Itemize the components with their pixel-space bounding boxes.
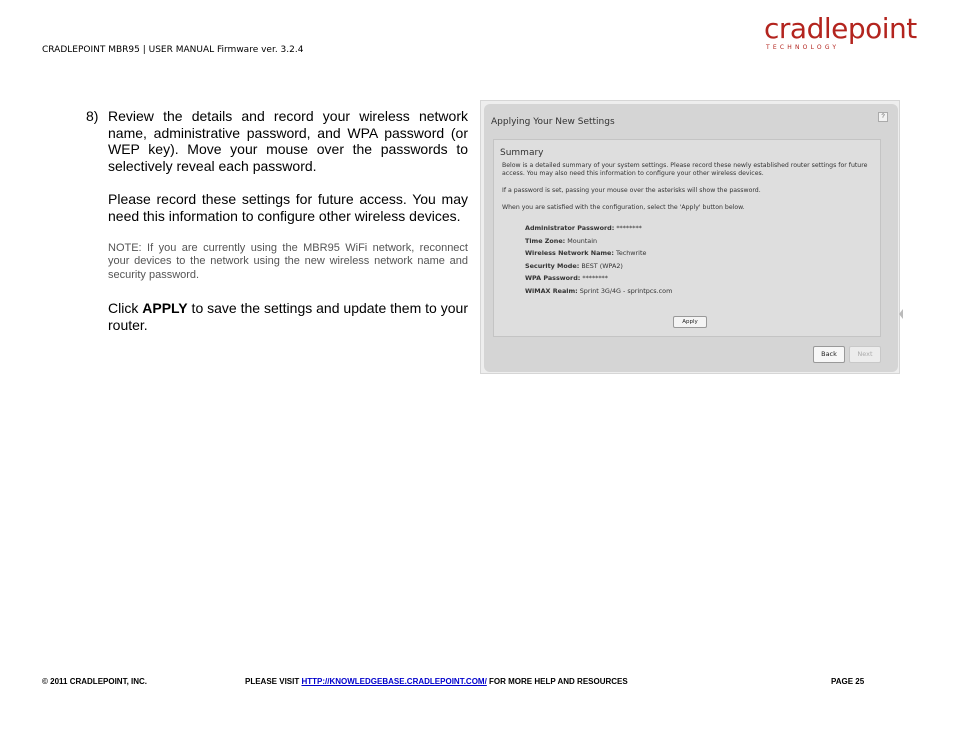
apply-emphasis: APPLY (142, 300, 188, 317)
settings-field-list (525, 222, 672, 298)
step-paragraph-click-apply (108, 300, 468, 333)
footer-visit: PLEASE VISIT HTTP://KNOWLEDGEBASE.CRADLEPOINT.COM/ FOR MORE HELP AND RESOURCES (245, 677, 628, 686)
panel-title: Applying Your New Settings (491, 117, 615, 127)
field-time-zone: Time Zone: Mountain (525, 236, 598, 245)
field-security-mode: Security Mode: BEST (WPA2) (525, 261, 623, 270)
logo-wordmark: cradlepoint (764, 12, 917, 45)
step-body (108, 108, 468, 334)
summary-box (493, 139, 881, 337)
manual-header-title: CRADLEPOINT MBR95 | USER MANUAL Firmware ver. 3.2.4 (42, 45, 304, 55)
click-suffix: to save the settings and update them to your router. (108, 300, 468, 333)
field-wireless-network-name: Wireless Network Name: Techwrite (525, 249, 647, 258)
field-wpa-password[interactable]: WPA Password: ******** (525, 274, 608, 283)
step-paragraph-review: Review the details and record your wireless network name, administrative password, and WPA password (or WEP key). Move your mouse over the passwords to selectively reveal each password. (108, 108, 468, 174)
next-button: Next (849, 346, 881, 363)
field-admin-password[interactable]: Administrator Password: ******** (525, 224, 642, 232)
summary-description: Below is a detailed summary of your system settings. Please record these newly established router settings for future access. You may also need this information to configure your other wireless devices. (502, 162, 868, 178)
summary-password-hint: If a password is set, passing your mouse over the asterisks will show the password. (502, 187, 761, 194)
footer-copyright: © 2011 CRADLEPOINT, INC. (42, 677, 148, 686)
summary-apply-hint: When you are satisfied with the configuration, select the 'Apply' button below. (502, 204, 745, 211)
cradlepoint-logo (764, 12, 917, 51)
apply-button[interactable]: Apply (673, 316, 707, 328)
step-note: NOTE: If you are currently using the MBR95 WiFi network, reconnect your devices to the network using the new wireless network name and security password. (108, 241, 468, 281)
knowledgebase-link[interactable]: HTTP://KNOWLEDGEBASE.CRADLEPOINT.COM/ (301, 677, 487, 686)
back-button[interactable]: Back (813, 346, 845, 363)
step-paragraph-record: Please record these settings for future access. You may need this information to configure other wireless devices. (108, 191, 468, 224)
step-number: 8) (86, 108, 99, 124)
instruction-step (86, 108, 468, 351)
help-icon[interactable]: ? (878, 112, 888, 122)
settings-summary-screenshot (480, 100, 900, 374)
summary-title: Summary (500, 148, 544, 158)
footer-page-number: PAGE 25 (831, 677, 865, 686)
click-prefix: Click (108, 300, 143, 317)
side-notch-icon (899, 309, 903, 319)
logo-tagline: TECHNOLOGY (766, 44, 840, 51)
field-wimax-realm: WiMAX Realm: Sprint 3G/4G - sprintpcs.com (525, 286, 673, 295)
applying-settings-panel (484, 104, 898, 372)
